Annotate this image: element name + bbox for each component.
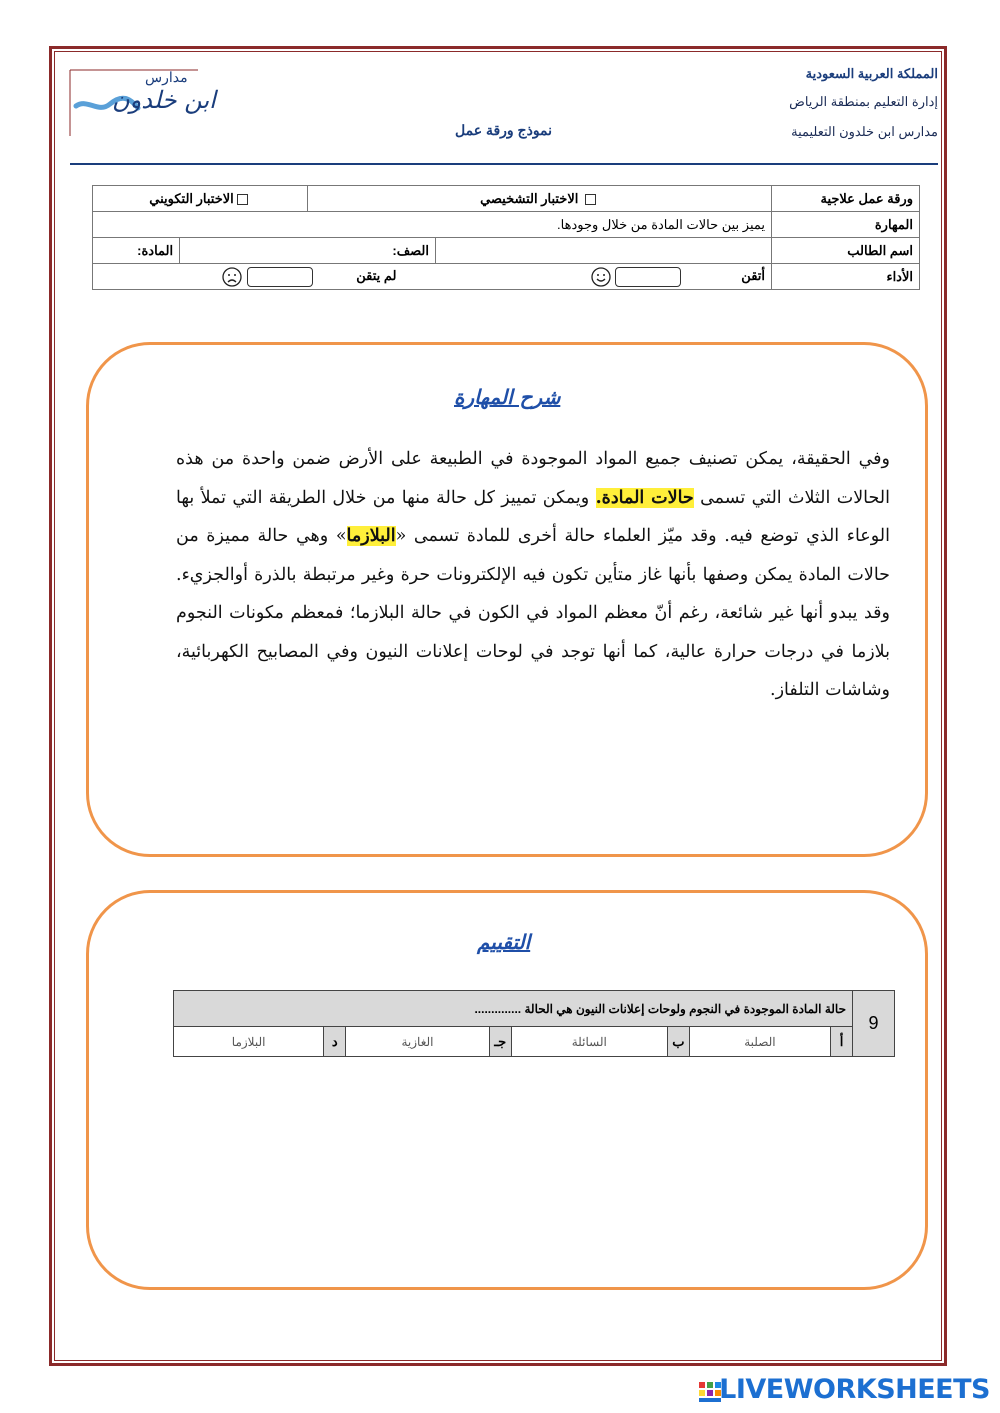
diagnostic-label: الاختبار التشخيصي (480, 190, 579, 206)
info-table (92, 185, 920, 290)
formative-option[interactable] (93, 186, 308, 212)
option-c[interactable]: الغازية (346, 1027, 489, 1057)
formative-checkbox[interactable] (237, 194, 248, 205)
liveworksheets-brand[interactable]: LIVEWORKSHEETS (719, 1374, 990, 1405)
explanation-text-3: » وهي حالة مميزة من حالات المادة يمكن وصفها بأنها غاز متأين تكون فيه الإلكترونات حرة وغير مرتبطة بالذرة أوالجزيء. وقد يبدو أنها غير شائعة، رغم أنّ معظم المواد في الكون في حالة البلازما؛ فمعظم مكونات النجوم بلازما في درجات حرارة عالية، كما أنها توجد في لوحات إعلانات النيون وفي المصابيح الكهربائية، وشاشات التلفاز. (176, 526, 890, 700)
skill-value: يميز بين حالات المادة من خلال وجودها. (93, 212, 772, 238)
worksheet-label: ورقة عمل علاجية (772, 186, 920, 212)
highlight-states-of-matter: حالات المادة. (595, 487, 694, 508)
option-a[interactable]: الصلبة (689, 1027, 830, 1057)
performance-row (93, 264, 772, 290)
explanation-heading: شرح المهارة (454, 385, 561, 409)
smiley-face-icon (590, 266, 612, 288)
form-title: نموذج ورقة عمل (455, 122, 553, 138)
header-department: إدارة التعليم بمنطقة الرياض (789, 94, 938, 109)
explanation-text-2: ويمكن تمييز كل حالة منها من خلال الطريقة التي تملأ بها الوعاء الذي توضع فيه. وقد ميّز العلماء حالة أخرى للمادة تسمى « (176, 487, 890, 546)
formative-label: الاختبار التكويني (149, 190, 234, 206)
option-letter-c: جـ (489, 1027, 511, 1057)
not-mastered-label: لم يتقن (356, 267, 397, 283)
student-name-field[interactable] (436, 238, 772, 264)
option-d[interactable]: البلازما (174, 1027, 324, 1057)
question-text: حالة المادة الموجودة في النجوم ولوحات إعلانات النيون هي الحالة .............. (174, 991, 853, 1027)
mastered-box[interactable] (615, 267, 681, 287)
question-number: 9 (853, 991, 895, 1057)
performance-label: الأداء (772, 264, 920, 290)
question-table (173, 990, 895, 1057)
diagnostic-checkbox[interactable] (585, 194, 596, 205)
header-divider (70, 163, 938, 165)
diagnostic-option[interactable] (308, 186, 772, 212)
option-letter-b: ب (667, 1027, 689, 1057)
skill-label: المهارة (772, 212, 920, 238)
mastered-label: أتقن (741, 267, 765, 283)
assessment-heading: التقييم (477, 930, 531, 954)
logo-text-top: مدارس (145, 70, 188, 86)
logo-text-main: ابن خلدون (112, 86, 216, 114)
sad-face-icon (221, 266, 243, 288)
grade-label[interactable]: الصف: (180, 238, 436, 264)
option-b[interactable]: السائلة (511, 1027, 667, 1057)
header-kingdom: المملكة العربية السعودية (805, 66, 938, 81)
option-letter-a: أ (831, 1027, 853, 1057)
option-letter-d: د (324, 1027, 346, 1057)
header-schools: مدارس ابن خلدون التعليمية (791, 124, 938, 139)
highlight-plasma: البلازما (346, 526, 396, 546)
student-label: اسم الطالب (772, 238, 920, 264)
explanation-paragraph (176, 440, 890, 710)
not-mastered-box[interactable] (247, 267, 313, 287)
subject-label[interactable]: المادة: (93, 238, 180, 264)
explanation-text-1: وفي الحقيقة، يمكن تصنيف جميع المواد الموجودة في الطبيعة على الأرض ضمن واحدة من هذه الحالات الثلاث التي تسمى (176, 449, 890, 508)
